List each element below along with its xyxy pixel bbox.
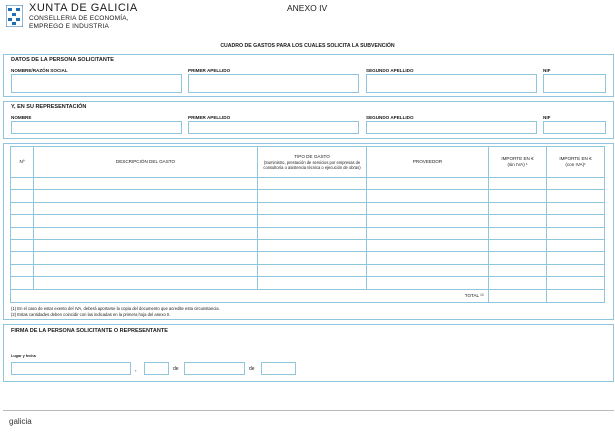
representative-nif-field[interactable]: [543, 121, 606, 134]
de-label-1: de: [173, 366, 179, 372]
col-provider-header: PROVEEDOR: [367, 147, 489, 178]
applicant-nif-field[interactable]: [543, 74, 606, 93]
amount-vat-cell[interactable]: [547, 239, 605, 251]
col-description-header: DESCRIPCIÓN DEL GASTO: [34, 147, 258, 178]
annex-label: ANEXO IV: [287, 3, 328, 13]
amount-no-vat-cell[interactable]: [489, 215, 547, 227]
footer-divider: [3, 410, 614, 411]
expense-row: [11, 252, 605, 264]
number-cell[interactable]: [11, 215, 34, 227]
description-cell[interactable]: [34, 190, 258, 202]
number-cell[interactable]: [11, 227, 34, 239]
expense-row: [11, 227, 605, 239]
applicant-surname1-label: PRIMER APELLIDO: [188, 68, 231, 73]
department-line-2: EMPREGO E INDUSTRIA: [29, 22, 110, 30]
amount-no-vat-cell[interactable]: [489, 178, 547, 190]
amount-no-vat-cell[interactable]: [489, 252, 547, 264]
applicant-name-field[interactable]: [11, 74, 182, 93]
amount-no-vat-cell[interactable]: [489, 227, 547, 239]
department-name: [29, 15, 129, 30]
type-cell[interactable]: [258, 178, 367, 190]
provider-cell[interactable]: [367, 264, 489, 276]
expense-row: [11, 202, 605, 214]
number-cell[interactable]: [11, 239, 34, 251]
xunta-coat-of-arms-icon: [6, 5, 23, 27]
total-label: TOTAL ⁽²⁾: [11, 289, 489, 302]
description-cell[interactable]: [34, 178, 258, 190]
expense-row: [11, 239, 605, 251]
provider-cell[interactable]: [367, 215, 489, 227]
col-amount-vat-header: [547, 147, 605, 178]
amount-no-vat-cell[interactable]: [489, 202, 547, 214]
signature-section-title: FIRMA DE LA PERSONA SOLICITANTE O REPRESENTANTE: [11, 328, 168, 334]
representative-surname1-label: PRIMER APELLIDO: [188, 115, 231, 120]
representative-section: [3, 101, 614, 139]
applicant-surname1-field[interactable]: [188, 74, 359, 93]
department-line-1: CONSELLERIA DE ECONOMÍA,: [29, 15, 129, 22]
col-amount-vat-sub: (con IVA)¹: [565, 162, 586, 167]
expenses-header-row: [11, 147, 605, 178]
description-cell[interactable]: [34, 215, 258, 227]
col-amount-no-vat-sub: (sin IVA) ¹: [507, 162, 528, 167]
applicant-surname2-label: SEGUNDO APELLIDO: [366, 68, 414, 73]
amount-vat-cell[interactable]: [547, 190, 605, 202]
applicant-section: [3, 54, 614, 97]
place-field[interactable]: [11, 362, 131, 375]
type-cell[interactable]: [258, 252, 367, 264]
number-cell[interactable]: [11, 277, 34, 289]
expenses-table: [10, 146, 605, 303]
number-cell[interactable]: [11, 178, 34, 190]
representative-nif-label: NIF: [543, 115, 551, 120]
provider-cell[interactable]: [367, 252, 489, 264]
applicant-surname2-field[interactable]: [366, 74, 537, 93]
day-field[interactable]: [144, 362, 169, 375]
type-cell[interactable]: [258, 227, 367, 239]
footnote-1: (1) En el caso de estar exento del IVA, deberá aportarse la copia del documento que acredite esta circunstancia.: [11, 306, 220, 311]
document-title: CUADRO DE GASTOS PARA LOS CUALES SOLICITA LA SUBVENCIÓN: [220, 43, 395, 49]
amount-no-vat-cell[interactable]: [489, 190, 547, 202]
provider-cell[interactable]: [367, 227, 489, 239]
total-row: [11, 289, 605, 302]
col-type-title: TIPO DE GASTO: [294, 153, 330, 159]
galicia-footer-logo: galicia: [9, 417, 32, 426]
type-cell[interactable]: [258, 190, 367, 202]
number-cell[interactable]: [11, 264, 34, 276]
applicant-nif-label: NIF: [543, 68, 551, 73]
type-cell[interactable]: [258, 239, 367, 251]
expense-row: [11, 190, 605, 202]
amount-vat-cell[interactable]: [547, 277, 605, 289]
amount-no-vat-cell[interactable]: [489, 264, 547, 276]
col-amount-vat-title: IMPORTE EN €: [559, 156, 592, 162]
applicant-section-title: DATOS DE LA PERSONA SOLICITANTE: [11, 57, 114, 63]
month-field[interactable]: [184, 362, 245, 375]
place-date-label: Lugar y fecha: [11, 354, 36, 358]
xunta-logo-title: XUNTA DE GALICIA: [29, 2, 138, 14]
amount-vat-cell[interactable]: [547, 178, 605, 190]
amount-vat-cell[interactable]: [547, 215, 605, 227]
footnote-2: (2) Estas cantidades deben coincidir con las indicadas en la primera hoja del anexo II.: [11, 312, 171, 317]
applicant-name-label: NOMBRE/RAZÓN SOCIAL: [11, 68, 68, 73]
comma-separator: ,: [135, 367, 137, 373]
number-cell[interactable]: [11, 252, 34, 264]
expense-row: [11, 264, 605, 276]
representative-section-title: Y, EN SU REPRESENTACIÓN: [11, 104, 87, 110]
provider-cell[interactable]: [367, 178, 489, 190]
total-no-vat-cell[interactable]: [489, 289, 547, 302]
amount-vat-cell[interactable]: [547, 202, 605, 214]
amount-no-vat-cell[interactable]: [489, 239, 547, 251]
representative-surname2-label: SEGUNDO APELLIDO: [366, 115, 414, 120]
amount-vat-cell[interactable]: [547, 252, 605, 264]
description-cell[interactable]: [34, 239, 258, 251]
col-type-header: [258, 147, 367, 178]
type-cell[interactable]: [258, 277, 367, 289]
signature-section: [3, 324, 614, 382]
provider-cell[interactable]: [367, 239, 489, 251]
amount-vat-cell[interactable]: [547, 264, 605, 276]
description-cell[interactable]: [34, 227, 258, 239]
expense-row: [11, 178, 605, 190]
representative-surname2-field[interactable]: [366, 121, 537, 134]
type-cell[interactable]: [258, 215, 367, 227]
col-type-subtitle: (Suministro, prestación de servicios por empresas de consultoría o asistencia técnica o ejecución de obras): [263, 159, 361, 170]
col-number-header: Nº: [11, 147, 34, 178]
expense-row: [11, 215, 605, 227]
provider-cell[interactable]: [367, 202, 489, 214]
representative-name-field[interactable]: [11, 121, 182, 134]
type-cell[interactable]: [258, 264, 367, 276]
number-cell[interactable]: [11, 190, 34, 202]
amount-no-vat-cell[interactable]: [489, 277, 547, 289]
amount-vat-cell[interactable]: [547, 227, 605, 239]
expense-row: [11, 277, 605, 289]
provider-cell[interactable]: [367, 277, 489, 289]
number-cell[interactable]: [11, 202, 34, 214]
description-cell[interactable]: [34, 264, 258, 276]
type-cell[interactable]: [258, 202, 367, 214]
representative-surname1-field[interactable]: [188, 121, 359, 134]
description-cell[interactable]: [34, 277, 258, 289]
year-field[interactable]: [261, 362, 296, 375]
representative-name-label: NOMBRE: [11, 115, 32, 120]
description-cell[interactable]: [34, 252, 258, 264]
total-vat-cell[interactable]: [547, 289, 605, 302]
col-amount-no-vat-header: [489, 147, 547, 178]
provider-cell[interactable]: [367, 190, 489, 202]
col-amount-no-vat-title: IMPORTE EN €: [501, 156, 534, 162]
de-label-2: de: [249, 366, 255, 372]
description-cell[interactable]: [34, 202, 258, 214]
